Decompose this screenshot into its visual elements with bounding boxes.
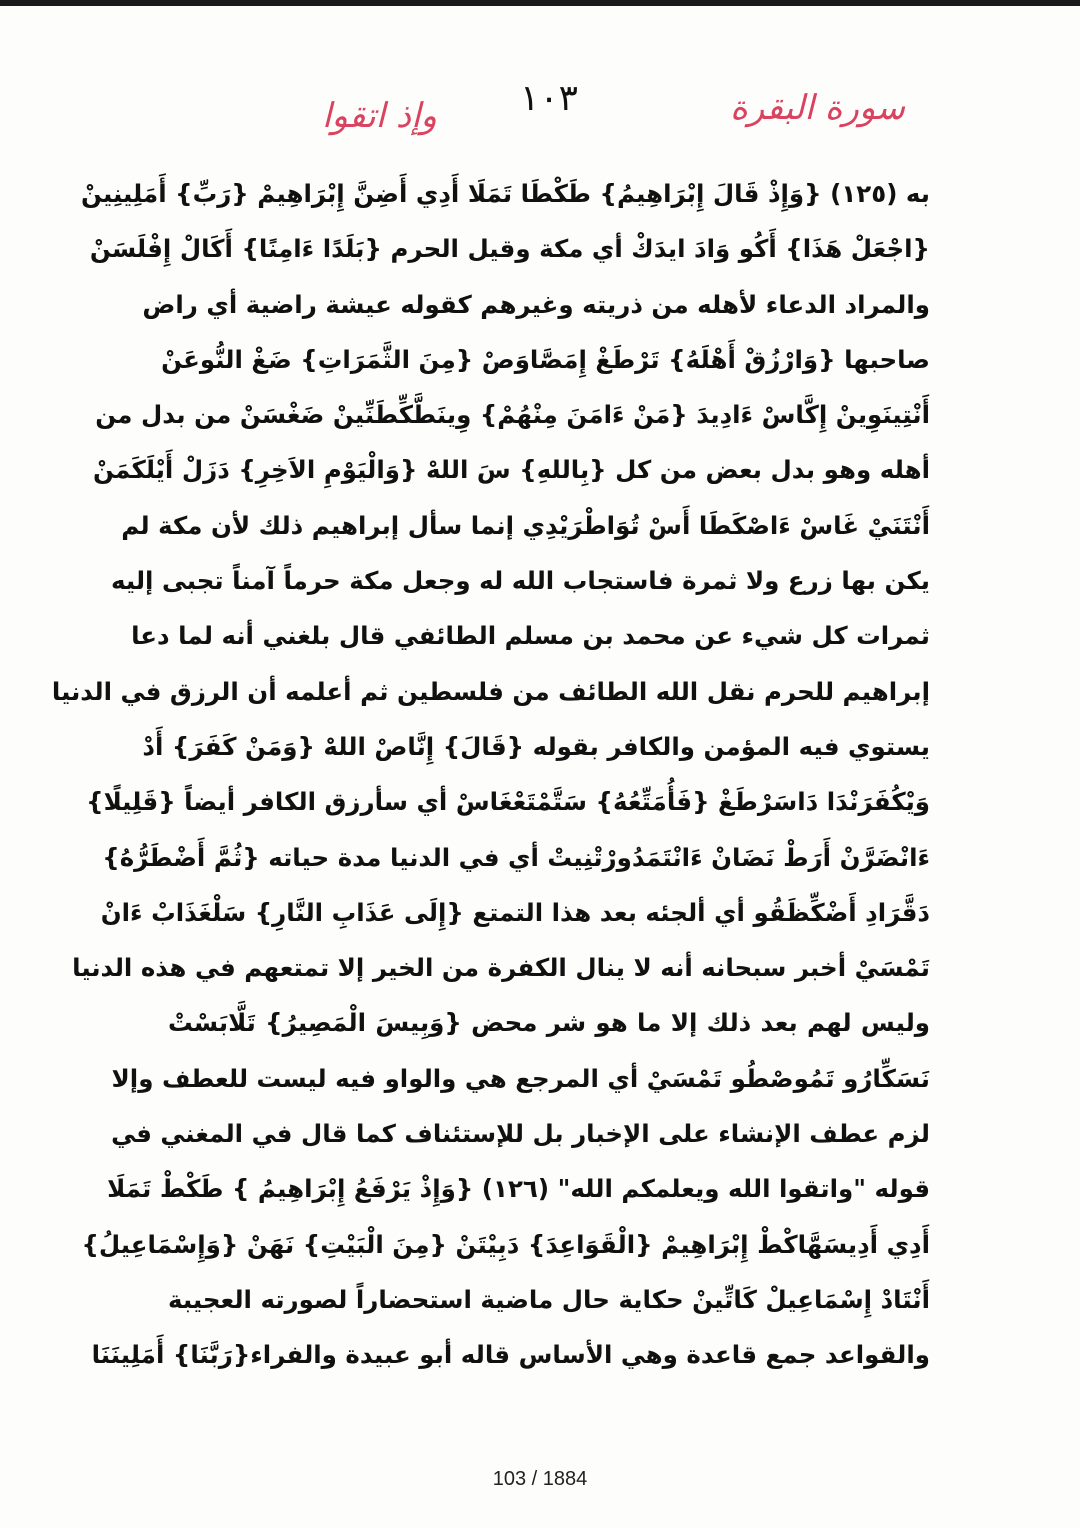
page-number: ١٠٣ — [520, 78, 579, 119]
catchword-handwritten: وإذ اتقوا — [322, 96, 437, 136]
text-line: والمراد الدعاء لأهله من ذريته وغيرهم كقوله عيشة راضية أي راض — [142, 289, 930, 319]
text-line: أَنْتِينَوِينْ إِكَّاسْ ءَادِيدَ {مَنْ ءَامَنَ مِنْهُمْ} وِينَطَّكِّطَنِّينْ ضَغْسَنْ من بدل من — [95, 400, 930, 430]
text-line: وليس لهم بعد ذلك إلا ما هو شر محض {وَبِيسَ الْمَصِيرُ} تَلَّابَسْتْ — [168, 1008, 930, 1038]
surah-name-handwritten: سورة البقرة — [730, 88, 905, 128]
text-line: والقواعد جمع قاعدة وهي الأساس قاله أبو عبيدة والفراء{رَبَّنَا} أَمَلِينَنَا — [91, 1340, 930, 1370]
text-line: أَنْتَادْ إِسْمَاعِيلْ كَاتِّينْ حكاية حال ماضية استحضاراً لصورته العجيبة — [167, 1284, 930, 1314]
scan-top-edge — [0, 0, 1080, 6]
text-line: ثمرات كل شيء عن محمد بن مسلم الطائفي قال بلغني أنه لما دعا — [131, 621, 930, 651]
text-line: تَمْسَيْ أخبر سبحانه أنه لا ينال الكفرة من الخير إلا تمتعهم في هذه الدنيا — [72, 953, 930, 983]
text-line: ءَانْضَرَّنْ أَرَطْ نَضَانْ ءَانْتَمَدُورْتْنِيتْ أي في الدنيا مدة حياته {ثُمَّ أَضْطَرُّهُ} — [102, 842, 930, 872]
text-line: به (١٢٥) {وَإِذْ قَالَ إِبْرَاهِيمُ} طَكْطَا تَمَلَا أَدِي أَضِنَّ إِبْرَاهِيمْ {رَبِّ} أَمَلِينِينْ — [80, 179, 930, 208]
text-line: وَيْكُفَرَنْدَا دَاسَرْطَغْ {فَأُمَتِّعُهُ} سَتَّمْتَعْغَاسْ أي سأرزق الكافر أيضاً {قَلِيلًا} — [86, 787, 930, 817]
text-line: أهله وهو بدل بعض من كل {بِاللهِ} سَ اللهْ {وَالْيَوْمِ الاَخِرِ} دَزَلْ أَيْلَكَمَنْ — [93, 455, 930, 485]
page-indicator: 103 / 1884 — [492, 1468, 588, 1490]
text-line: أَنْتَنَيْ غَاسْ ءَاصْكَطَا أَسْ تُوَاطْرَيْدِي إنما سأل إبراهيم ذلك لأن مكة لم — [121, 510, 930, 540]
text-line: يستوي فيه المؤمن والكافر بقوله {قَالَ} إِنَّاصْ اللهْ {وَمَنْ كَفَرَ} أَدْ — [142, 731, 930, 761]
text-line: لزم عطف الإنشاء على الإخبار بل للإستئناف كما قال في المغني في — [111, 1119, 930, 1149]
commentary-text — [51, 166, 930, 1383]
text-line: دَقَّرَادِ أَضْكِّظَقُو أي ألجئه بعد هذا التمتع {إِلَى عَذَابِ النَّارِ} سَلْغَذَابْ ءَانْ — [100, 897, 930, 927]
text-line: صاحبها {وَارْزُقْ أَهْلَهُ} تَرْطَغْ إِمَصَّاوَصْ {مِنَ الثَّمَرَاتِ} ضَغْ النُّوعَنْ — [161, 344, 930, 374]
page-header — [0, 78, 1080, 148]
text-line: نَسَكِّارُو تَمُوصْطُو تَمْسَيْ أي المرجع هي والواو فيه ليست للعطف وإلا — [111, 1063, 930, 1093]
text-line: أَدِي أَدِيسَهَّاكْطْ إِبْرَاهِيمْ {الْقَوَاعِدَ} دَبِيْتَنْ {مِنَ الْبَيْتِ} نَهَنْ {وَإِسْمَاعِيلُ} — [81, 1229, 930, 1259]
text-line: {اجْعَلْ هَذَا} أَكُو وَادَ ايدَكْ أي مكة وقيل الحرم {بَلَدًا ءَامِنًا} أَكَالْ إِفْلَسَنْ — [89, 234, 930, 264]
text-line: قوله "واتقوا الله ويعلمكم الله" (١٢٦) {وَإِذْ يَرْفَعُ إِبْرَاهِيمُ } طَكْطْ تَمَلَا — [107, 1174, 930, 1204]
text-line: إبراهيم للحرم نقل الله الطائف من فلسطين ثم أعلمه أن الرزق في الدنيا — [51, 676, 930, 706]
text-line: يكن بها زرع ولا ثمرة فاستجاب الله له وجعل مكة حرماً آمناً تجبى إليه — [110, 566, 930, 596]
